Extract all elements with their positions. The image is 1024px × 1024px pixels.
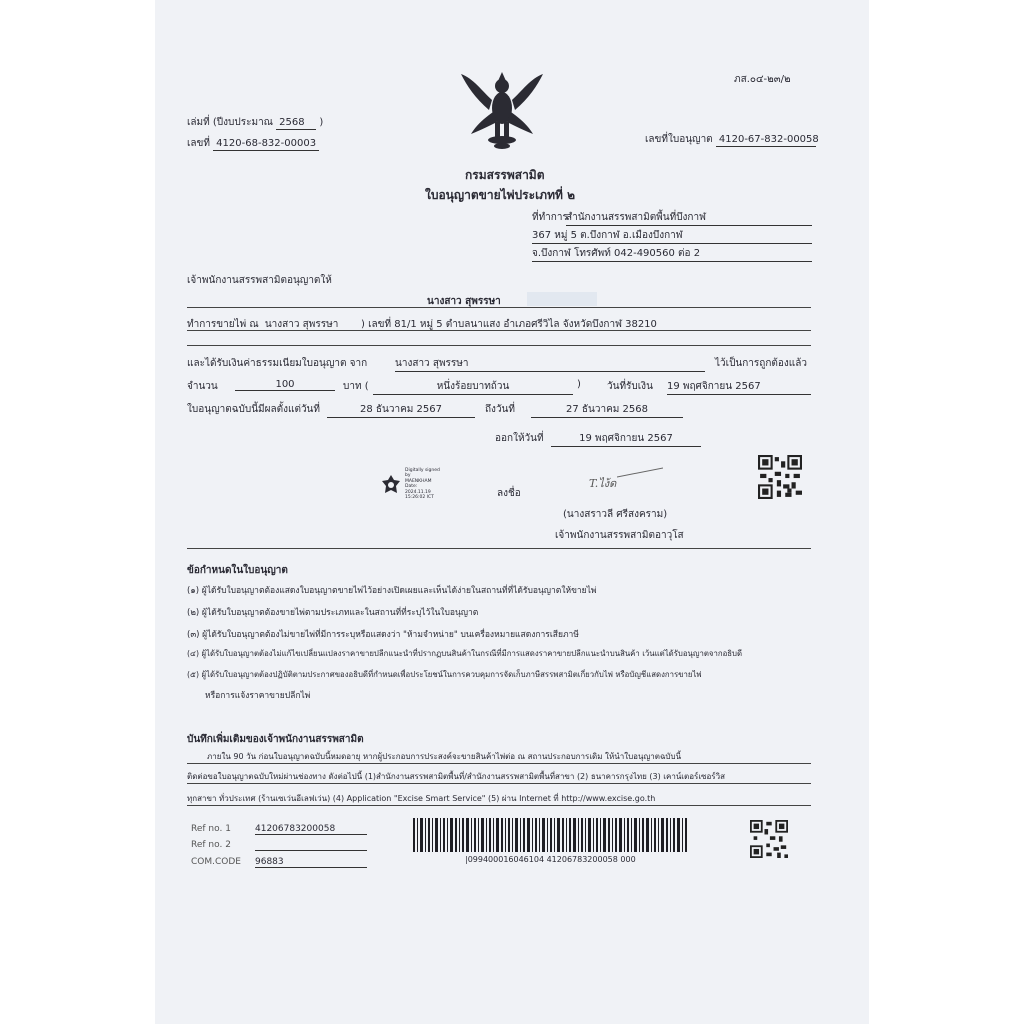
condition-item-continued: หรือการแจ้งราคาขายปลีกไพ่ xyxy=(205,691,311,701)
book-number xyxy=(187,115,323,130)
qr-code-icon xyxy=(747,820,791,858)
sell-location-rule xyxy=(187,330,811,331)
digital-signature-line: by xyxy=(405,473,411,479)
license-number-value: 4120-67-832-00058 xyxy=(716,134,816,147)
book-number-label: เล่มที่ (ปีงบประมาณ xyxy=(187,117,273,128)
valid-to-label: ถึงวันที่ xyxy=(485,404,515,415)
document-number xyxy=(187,136,319,151)
amount-words: หนึ่งร้อยบาทถ้วน xyxy=(373,379,573,395)
book-number-value: 2568 xyxy=(276,117,316,130)
digital-signature-text xyxy=(405,468,440,500)
notes-line: ภายใน 90 วัน ก่อนใบอนุญาตฉบับนี้หมดอายุ หากผู้ประกอบการประสงค์จะขายสินค้าไพ่ต่อ ณ สถานประกอบการเดิม ให้นำใบอนุญาตฉบับนี้ xyxy=(207,752,682,761)
digital-signature-line: 2024.11.19 xyxy=(405,489,431,495)
condition-item: (๔) ผู้ได้รับใบอนุญาตต้องไม่แก้ไขเปลี่ยนแปลงราคาขายปลีกแนะนำที่ปรากฏบนสินค้าในกรณีที่มีการแสดงราคาขายปลีกแนะนำบนสินค้า เว้นแต่ได้รับอนุญาตจากอธิบดี xyxy=(187,649,743,658)
licensee-name: นางสาว สุพรรษา xyxy=(427,296,501,307)
fee-from-label: และได้รับเงินค่าธรรมเนียมใบอนุญาต จาก xyxy=(187,358,368,369)
valid-from-value: 28 ธันวาคม 2567 xyxy=(327,402,475,418)
signer-title: เจ้าพนักงานสรรพสามิตอาวุโส xyxy=(555,530,684,541)
received-date-label: วันที่รับเงิน xyxy=(607,381,653,392)
digital-signature-line: MAENKHAM xyxy=(405,478,432,484)
notes-rule xyxy=(187,805,811,806)
notes-rule xyxy=(187,763,811,764)
conditions-heading: ข้อกำหนดในใบอนุญาต xyxy=(187,565,288,576)
digital-signature-line: Digitally signed xyxy=(405,468,440,473)
office-line-1: สำนักงานสรรพสามิตพื้นที่บึงกาฬ xyxy=(566,210,812,226)
signer-name: (นางสราวลี ศรีสงคราม) xyxy=(563,509,668,520)
valid-from-label: ใบอนุญาตฉบับนี้มีผลตั้งแต่วันที่ xyxy=(187,404,320,415)
baht-label: บาท ( xyxy=(343,381,369,392)
document-number-value: 4120-68-832-00003 xyxy=(213,138,319,151)
ref2-label: Ref no. 2 xyxy=(191,840,231,850)
notes-line: ทุกสาขา ทั่วประเทศ (ร้านเซเว่นอีเลฟเว่น) (4) Application "Excise Smart Service" (5) ผ่าน Internet ที่ http://www.excise.go.th xyxy=(187,794,656,803)
ref2-value xyxy=(255,840,367,851)
office-line-2: 367 หมู่ 5 ต.บึงกาฬ อ.เมืองบึงกาฬ xyxy=(532,228,812,244)
department-name: กรมสรรพสามิต xyxy=(465,168,545,182)
grant-intro: เจ้าพนักงานสรรพสามิตอนุญาตให้ xyxy=(187,275,332,286)
fee-correct-text: ไว้เป็นการถูกต้องแล้ว xyxy=(715,358,807,369)
amount-label: จำนวน xyxy=(187,381,218,392)
licensee-rule xyxy=(187,307,811,308)
condition-item: (๓) ผู้ได้รับใบอนุญาตต้องไม่ขายไพ่ที่มีการระบุหรือแสดงว่า "ห้ามจำหน่าย" บนเครื่องหมายแสดงการเสียภาษี xyxy=(187,630,579,640)
sell-at-name: นางสาว สุพรรษา xyxy=(264,319,339,330)
fee-from-value: นางสาว สุพรรษา xyxy=(395,356,705,372)
condition-item: (๕) ผู้ได้รับใบอนุญาตต้องปฏิบัติตามประกาศของอธิบดีที่กำหนดเพื่อประโยชน์ในการควบคุมการจัดเก็บภาษีสรรพสามิตเกี่ยวกับไพ่ หรือบัญชีแสดงการขายไพ่ xyxy=(187,670,702,679)
garuda-emblem-icon xyxy=(455,68,549,150)
issued-label: ออกให้วันที่ xyxy=(495,433,544,444)
office-line-3: จ.บึงกาฬ โทรศัพท์ 042-490560 ต่อ 2 xyxy=(532,246,812,262)
digital-signature-line: Date: xyxy=(405,484,418,490)
qr-code-icon xyxy=(757,455,803,499)
license-number-label: เลขที่ใบอนุญาต xyxy=(645,134,713,145)
book-number-close: ) xyxy=(319,117,324,128)
barcode xyxy=(413,818,688,852)
comcode-value: 96883 xyxy=(255,857,367,868)
notes-heading: บันทึกเพิ่มเติมของเจ้าพนักงานสรรพสามิต xyxy=(187,734,364,745)
ref1-label: Ref no. 1 xyxy=(191,824,231,834)
amount-close: ) xyxy=(577,379,581,390)
sell-at-address: ) เลขที่ 81/1 หมู่ 5 ตำบลนาแสง อำเภอศรีวิไล จังหวัดบึงกาฬ 38210 xyxy=(361,319,657,330)
redacted-surname xyxy=(527,292,597,306)
condition-item: (๑) ผู้ได้รับใบอนุญาตต้องแสดงใบอนุญาตขายไพ่ไว้อย่างเปิดเผยและเห็นได้ง่ายในสถานที่ที่ได้รับอนุญาตให้ขายไพ่ xyxy=(187,586,597,596)
license-number xyxy=(645,132,819,147)
blank-rule xyxy=(187,345,811,346)
digital-signature-seal-icon xyxy=(381,474,401,496)
condition-item: (๒) ผู้ได้รับใบอนุญาตต้องขายไพ่ตามประเภทและในสถานที่ที่ระบุไว้ในใบอนุญาต xyxy=(187,608,479,618)
handwritten-signature: T.ไง้ด xyxy=(589,477,617,490)
valid-to-value: 27 ธันวาคม 2568 xyxy=(531,402,683,418)
office-label: ที่ทำการ xyxy=(532,212,568,223)
license-title: ใบอนุญาตขายไพ่ประเภทที่ ๒ xyxy=(425,188,575,202)
barcode-text: |09940001604610​4 41206783200058 000 xyxy=(465,855,636,864)
notes-rule xyxy=(187,783,811,784)
license-document xyxy=(155,0,869,1024)
received-date-value: 19 พฤศจิกายน 2567 xyxy=(667,379,811,395)
notes-line: ติดต่อขอใบอนุญาตฉบับใหม่ผ่านช่องทาง ดังต่อไปนี้ (1)สำนักงานสรรพสามิตพื้นที่/สำนักงานสรรพสามิตพื้นที่สาขา (2) ธนาคารกรุงไทย (3) เคาน์เตอร์เซอร์วิส xyxy=(187,772,725,781)
issued-value: 19 พฤศจิกายน 2567 xyxy=(551,431,701,447)
sell-at-label: ทำการขายไพ่ ณ xyxy=(187,319,259,330)
comcode-label: COM.CODE xyxy=(191,857,241,867)
amount-value: 100 xyxy=(235,379,335,391)
section-divider xyxy=(187,548,811,549)
form-code: ภส.๐๔-๒๓/๒ xyxy=(734,74,791,85)
ref1-value: 41206783200058 xyxy=(255,824,367,835)
digital-signature-line: 15:26:02 ICT xyxy=(405,495,434,501)
document-number-label: เลขที่ xyxy=(187,138,210,149)
sign-label: ลงชื่อ xyxy=(497,488,521,499)
signature-stroke xyxy=(617,466,663,478)
